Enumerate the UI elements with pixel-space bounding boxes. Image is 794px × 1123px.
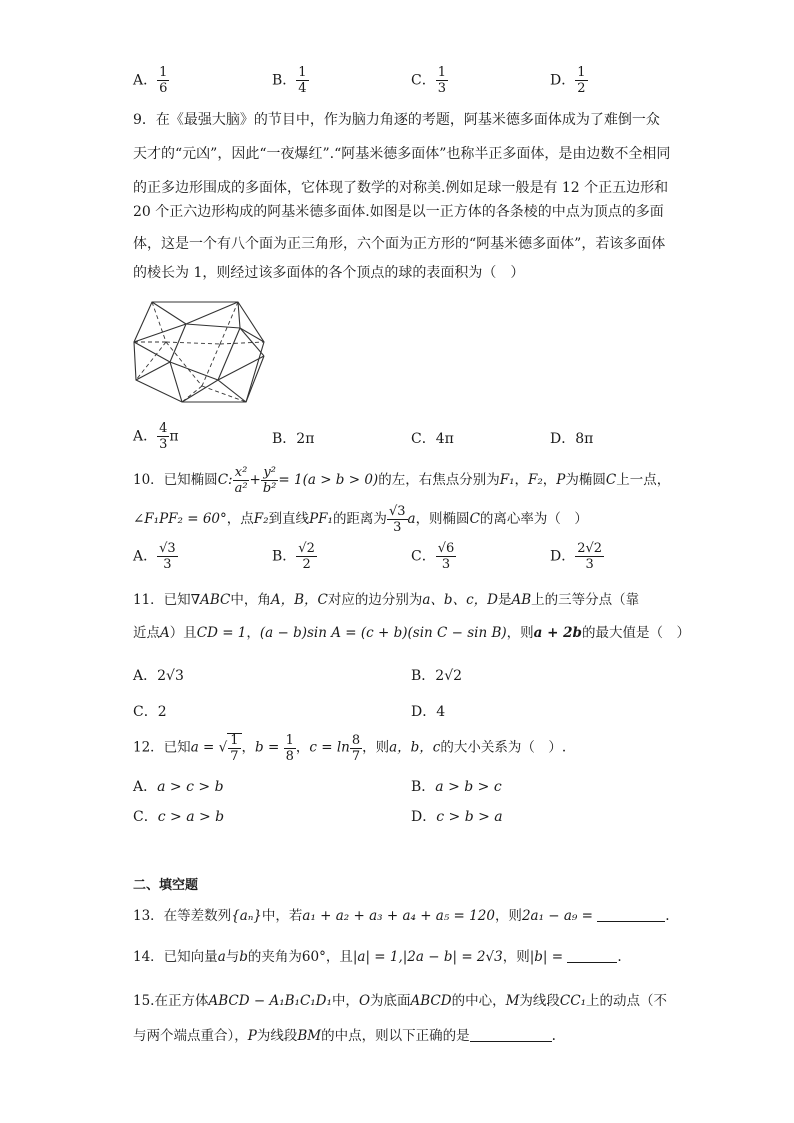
answer-blank[interactable] [567,948,617,963]
q8-option-a [133,66,169,95]
answer-blank[interactable] [470,1027,552,1042]
q12-option-c: C．c > a > b [133,809,225,825]
q12-option-d: D．c > b > a [411,809,503,825]
q9-line-6: 的棱长为 1，则经过该多面体的各个顶点的球的表面积为（ ） [133,265,525,281]
fraction: $\frac{1}{3}$ [437,65,446,96]
q10-option-c: C． $\frac{√6}{3}$ [411,541,455,572]
q10-line-2: ∠F₁PF₂ = 60°，点F₂到直线PF₁的距离为 $\frac{√3}{3}$ a，则椭圆C的离心率为（ ） [133,504,588,535]
cuboctahedron-figure [130,298,268,406]
q9-option-c: C．4π [411,431,454,447]
q9-line-5: 体，这是一个有八个面为正三角形，六个面为正方形的“阿基米德多面体”，若该多面体 [133,236,666,252]
q15-line-1: 15.在正方体ABCD − A₁B₁C₁D₁中，O为底面ABCD的中心，M为线段CC₁上的动点（不 [133,993,667,1009]
option-label: A． [133,72,158,89]
fraction: $\frac{1}{6}$ [159,65,168,96]
option-label: D． [550,72,576,89]
q8-option-b [272,66,309,95]
q9-option-a: A． $\frac{4}{3}$ π [133,421,179,452]
q15-line-2: 与两个端点重合），P为线段BM的中点，则以下正确的是 . [133,1028,556,1044]
q9-line-4: 20 个正六边形构成的阿基米德多面体.如图是以一正方体的各条棱的中点为顶点的多面 [133,204,664,220]
q11-line-1: 11．已知∇ABC中，角A，B，C对应的边分别为a、b、c，D是AB上的三等分点（靠 [133,592,640,608]
q8-option-c [411,66,448,95]
q8-option-d [550,66,588,95]
q10-option-d: D． $\frac{2√2}{3}$ [550,541,603,572]
fraction: $\frac{1}{2}$ [577,65,586,96]
fraction: $\frac{1}{4}$ [298,65,307,96]
q10-option-a: A． $\frac{√3}{3}$ [133,541,176,572]
q14-stem: 14．已知向量a与b的夹角为60°，且|a| = 1,|2a − b| = 2√3，则|b| = . [133,949,622,965]
option-label: C． [411,72,436,89]
answer-blank[interactable] [597,907,665,922]
q13-stem: 13．在等差数列{aₙ}中，若a₁ + a₂ + a₃ + a₄ + a₅ = 120，则2a₁ − a₉ = . [133,908,670,924]
q9-line-3: 的正多边形围成的多面体，它体现了数学的对称美.例如足球一般是有 12 个正五边形和 [133,180,669,196]
q9-line-2: 天才的“元凶”，因此“一夜爆红”.“阿基米德多面体”也称半正多面体，是由边数不全相同 [133,146,671,162]
q11-line-2: 近点A）且CD = 1，(a − b)sin A = (c + b)(sin C − sin B)，则a + 2b的最大值是（ ） [133,625,690,641]
q9-line-1: 9．在《最强大脑》的节目中，作为脑力角逐的考题，阿基米德多面体成为了难倒一众 [133,112,660,128]
q10-option-b: B． $\frac{√2}{2}$ [272,541,315,572]
q11-option-b: B．2√2 [411,668,463,684]
section-heading: 二、填空题 [133,878,199,893]
option-label: B． [272,72,297,89]
q12-option-b: B．a > b > c [411,779,502,795]
q12-stem: 12．已知a = √ $\frac{1}{7}$ ，b = $\frac{1}{8}$ ，c = ln $\frac{8}{7}$ ，则a，b，c的大小关系为（ ）. [133,732,567,764]
q11-option-c: C．2 [133,704,167,720]
q9-option-d: D．8π [550,431,594,447]
q9-option-b: B．2π [272,431,315,447]
q10-line-1: 10．已知椭圆C: $\frac{\text{x²}}{\text{a²}}$ + $\frac{\text{y²}}{\text{b²}}$ = 1(a > b > 0)的左，右焦点分别为F₁，F₂，P为椭圆C上一点， [133,465,671,496]
q12-option-a: A．a > c > b [133,779,224,795]
q11-option-a: A．2√3 [133,668,184,684]
q11-option-d: D．4 [411,704,446,720]
